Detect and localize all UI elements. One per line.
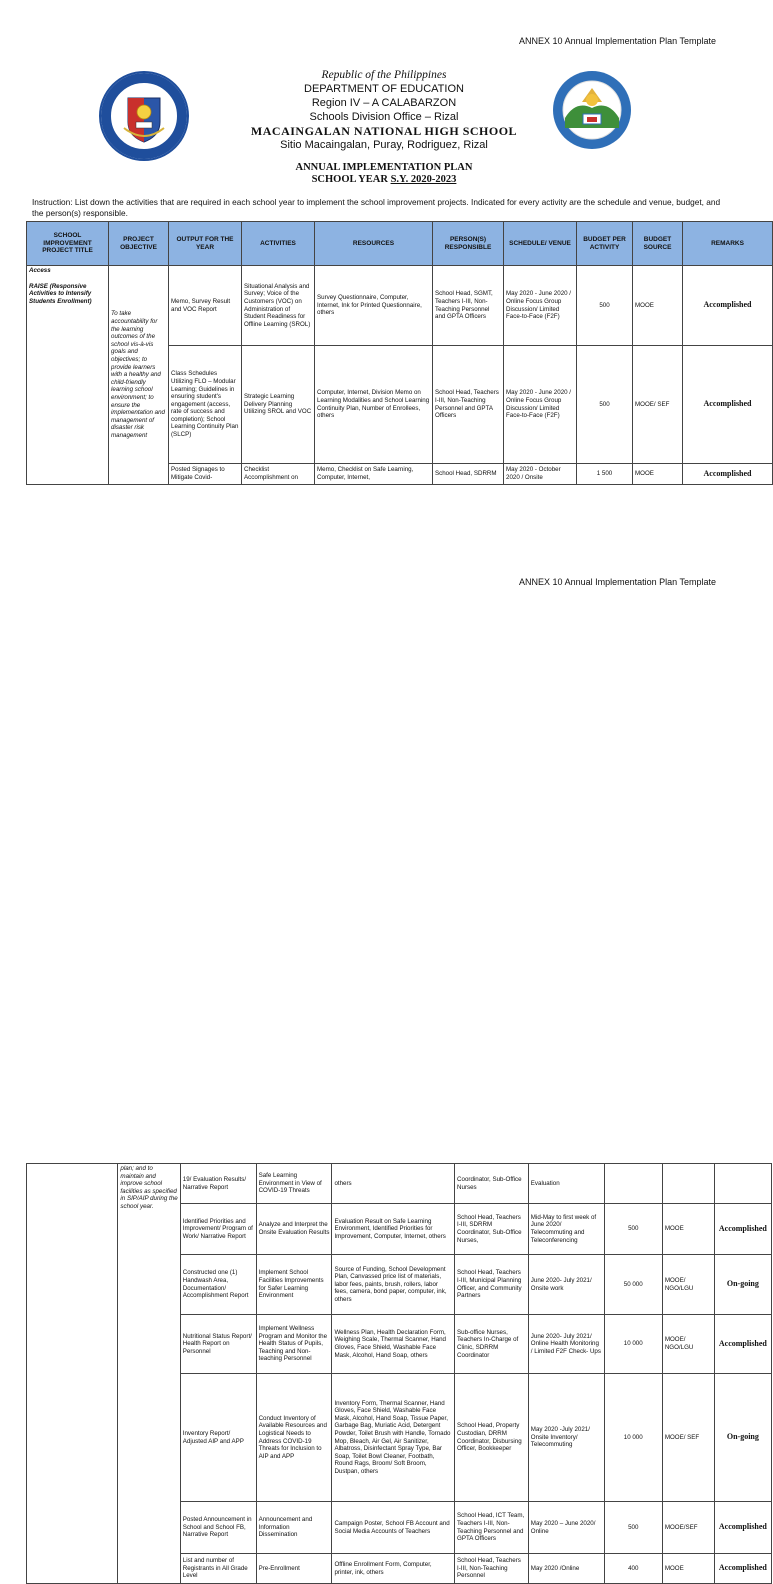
- output-cell: Constructed one (1) Handwash Area, Documentation/ Accomplishment Report: [180, 1255, 256, 1315]
- remarks-cell: [714, 1164, 771, 1204]
- plan-title: [0, 162, 768, 186]
- resources-cell: Survey Questionnaire, Computer, Internet, Ink for Printed Questionnaire, others: [315, 266, 433, 346]
- republic-line: Republic of the Philippines: [321, 69, 447, 81]
- table-header-row: [27, 222, 773, 266]
- activity-cell: Pre-Enrollment: [256, 1554, 332, 1584]
- document-page-1: [0, 0, 768, 500]
- school-name: MACAINGALAN NATIONAL HIGH SCHOOL: [250, 124, 518, 138]
- header-cell: SCHEDULE/ VENUE: [504, 222, 577, 266]
- persons-cell: School Head, Teachers I-III, Non-Teaching Personnel and GPTA Officers: [433, 346, 504, 464]
- schedule-cell: May 2020 - October 2020 / Onsite: [504, 464, 577, 485]
- output-cell: Class Schedules Utilizing FLO – Modular Learning; Guidelines in ensuring student's engagement (access, rate of success and completion); School Learning Continuity Plan (SLCP): [169, 346, 242, 464]
- division-line: Schools Division Office – Rizal: [309, 111, 459, 123]
- source-cell: MOOE/ NGO/LGU: [662, 1255, 714, 1315]
- header-cell: SCHOOL IMPROVEMENT PROJECT TITLE: [27, 222, 109, 266]
- document-page-2: [0, 562, 768, 1580]
- access-label: Access: [29, 267, 51, 274]
- resources-cell: Computer, Internet, Division Memo on Learning Modalities and School Learning Continuity Plan, Number of Enrollees, others: [315, 346, 433, 464]
- resources-cell: others: [332, 1164, 455, 1204]
- budget-cell: 500: [604, 1502, 662, 1554]
- plan-title-line: ANNUAL IMPLEMENTATION PLAN: [295, 162, 473, 173]
- schedule-cell: May 2020 – June 2020/ Online: [528, 1502, 604, 1554]
- activity-cell: Situational Analysis and Survey; Voice of the Customers (VOC) on Administration of Student Readiness for Offline Learning (SROL): [242, 266, 315, 346]
- annex-label: ANNEX 10 Annual Implementation Plan Template: [519, 577, 716, 587]
- header-cell: RESOURCES: [315, 222, 433, 266]
- source-cell: MOOE/ SEF: [662, 1374, 714, 1502]
- persons-cell: Coordinator, Sub-Office Nurses: [455, 1164, 529, 1204]
- budget-cell: 50 000: [604, 1255, 662, 1315]
- schedule-cell: May 2020 - June 2020 / Online Focus Group Discussion/ Limited Face-to-Face (F2F): [504, 266, 577, 346]
- persons-cell: School Head, Property Custodian, DRRM Coordinator, Disbursing Officer, Bookkeeper: [455, 1374, 529, 1502]
- schedule-cell: Mid-May to first week of June 2020/ Telecommuting and Teleconferencing: [528, 1204, 604, 1255]
- output-cell: Posted Announcement in School and School FB, Narrative Report: [180, 1502, 256, 1554]
- persons-cell: School Head, Teachers I-III, Municipal Planning Officer, and Community Partners: [455, 1255, 529, 1315]
- resources-cell: Campaign Poster, School FB Account and Social Media Accounts of Teachers: [332, 1502, 455, 1554]
- resources-cell: Offline Enrollment Form, Computer, printer, ink, others: [332, 1554, 455, 1584]
- output-cell: Identified Priorities and Improvement/ Program of Work/ Narrative Report: [180, 1204, 256, 1255]
- remarks-cell: Accomplished: [714, 1315, 771, 1374]
- resources-cell: Inventory Form, Thermal Scanner, Hand Gloves, Face Shield, Washable Face Mask, Alcohol, Hand Soap, Tissue Paper, Garbage Bag, Muriatic Acid, Detergent Powder, Toilet Brush with Handle, Tornado Mop, Bleach, Air Gel, Air Sanitizer, Albatross, Disinfectant Spray Type, Bar Soap, Toilet Bowl Cleaner, Footbath, Round Rags, Broom/ Soft Broom, Dustpan, others: [332, 1374, 455, 1502]
- source-cell: MOOE/ NGO/LGU: [662, 1315, 714, 1374]
- resources-cell: Wellness Plan, Health Declaration Form, Weighing Scale, Thermal Scanner, Hand Gloves, Face Shield, Washable Face Mask, Alcohol, Hand Soap, others: [332, 1315, 455, 1374]
- activity-cell: Announcement and Information Dissemination: [256, 1502, 332, 1554]
- source-cell: MOOE: [633, 266, 683, 346]
- school-address: Sitio Macaingalan, Puray, Rodriguez, Rizal: [280, 139, 488, 151]
- budget-cell: 500: [577, 346, 633, 464]
- source-cell: MOOE/SEF: [662, 1502, 714, 1554]
- source-cell: MOOE: [633, 464, 683, 485]
- school-year-value: S.Y. 2020-2023: [390, 174, 457, 185]
- header-cell: PROJECT OBJECTIVE: [109, 222, 169, 266]
- schedule-cell: May 2020 /Online: [528, 1554, 604, 1584]
- header-cell: ACTIVITIES: [242, 222, 315, 266]
- remarks-cell: Accomplished: [714, 1204, 771, 1255]
- project-title: RAISE (Responsive Activities to Intensify Students Enrollment): [29, 282, 92, 305]
- persons-cell: School Head, SDRRM: [433, 464, 504, 485]
- remarks-cell: Accomplished: [714, 1502, 771, 1554]
- instruction-text: Instruction: List down the activities that are required in each school year to implement the school improvement projects. Indicated for every activity are the schedule and venue, budget, and the person(s) responsible.: [32, 197, 721, 218]
- budget-cell: 500: [604, 1204, 662, 1255]
- source-cell: [662, 1164, 714, 1204]
- budget-cell: 10 000: [604, 1374, 662, 1502]
- schedule-cell: June 2020- July 2021/ Online Health Monitoring / Limited F2F Check- Ups: [528, 1315, 604, 1374]
- aip-table-page-2: [26, 1163, 772, 1584]
- remarks-cell: Accomplished: [683, 346, 773, 464]
- activity-cell: Implement Wellness Program and Monitor the Health Status of Pupils, Teaching and Non-teaching Personnel: [256, 1315, 332, 1374]
- output-cell: Nutritional Status Report/ Health Report on Personnel: [180, 1315, 256, 1374]
- activity-cell: Strategic Learning Delivery Planning Utilizing SROL and VOC: [242, 346, 315, 464]
- budget-cell: 10 000: [604, 1315, 662, 1374]
- activity-cell: Analyze and Interpret the Onsite Evaluation Results: [256, 1204, 332, 1255]
- persons-cell: School Head, Teachers I-III, Non-Teaching Personnel: [455, 1554, 529, 1584]
- objective-cell: To take accountability for the learning outcomes of the school vis-à-vis goals and objectives; to provide learners with a healthy and child-friendly learning school environment; to ensure the implementation and management of disaster risk management: [109, 266, 169, 485]
- budget-cell: 500: [577, 266, 633, 346]
- project-title-cell: [27, 266, 109, 485]
- output-cell: Inventory Report/ Adjusted AIP and APP: [180, 1374, 256, 1502]
- budget-cell: 400: [604, 1554, 662, 1584]
- resources-cell: Evaluation Result on Safe Learning Environment, Identified Priorities for Improvement, Computer, Internet, others: [332, 1204, 455, 1255]
- schedule-cell: May 2020 - June 2020 / Online Focus Group Discussion/ Limited Face-to-Face (F2F): [504, 346, 577, 464]
- output-cell: Memo, Survey Result and VOC Report: [169, 266, 242, 346]
- output-cell: 19/ Evaluation Results/ Narrative Report: [180, 1164, 256, 1204]
- output-cell: List and number of Registrants in All Grade Level: [180, 1554, 256, 1584]
- activity-cell: Conduct Inventory of Available Resources and Logistical Needs to Address COVID-19 Threats for Inclusion to AIP and APP: [256, 1374, 332, 1502]
- persons-cell: School Head, Teachers I-III, SDRRM Coordinator, Sub-Office Nurses,: [455, 1204, 529, 1255]
- school-year-prefix: SCHOOL YEAR: [311, 174, 388, 185]
- persons-cell: School Head, SGMT, Teachers I-III, Non-Teaching Personnel and GPTA Officers: [433, 266, 504, 346]
- remarks-cell: Accomplished: [683, 266, 773, 346]
- department-line: DEPARTMENT OF EDUCATION: [304, 83, 464, 95]
- schedule-cell: Evaluation: [528, 1164, 604, 1204]
- table-row: [27, 1164, 772, 1204]
- remarks-cell: On-going: [714, 1255, 771, 1315]
- school-year-line: [0, 174, 768, 186]
- table-row: [27, 266, 773, 346]
- activity-cell: Checklist Accomplishment on: [242, 464, 315, 485]
- region-line: Region IV – A CALABARZON: [311, 97, 457, 109]
- header-cell: PERSON(S) RESPONSIBLE: [433, 222, 504, 266]
- annex-label: ANNEX 10 Annual Implementation Plan Template: [519, 36, 716, 46]
- header-cell: BUDGET PER ACTIVITY: [577, 222, 633, 266]
- budget-cell: 1 500: [577, 464, 633, 485]
- source-cell: MOOE/ SEF: [633, 346, 683, 464]
- remarks-cell: On-going: [714, 1374, 771, 1502]
- output-cell: Posted Signages to Mitigate Covid-: [169, 464, 242, 485]
- persons-cell: Sub-office Nurses, Teachers In-Charge of Clinic, SDRRM Coordinator: [455, 1315, 529, 1374]
- header-cell: BUDGET SOURCE: [633, 222, 683, 266]
- resources-cell: Memo, Checklist on Safe Learning, Computer, Internet,: [315, 464, 433, 485]
- schedule-cell: June 2020- July 2021/ Onsite work: [528, 1255, 604, 1315]
- aip-table-page-1: [26, 221, 773, 485]
- activity-cell: Implement School Facilities Improvements for Safer Learning Environment: [256, 1255, 332, 1315]
- letterhead: [0, 68, 768, 152]
- schedule-cell: May 2020 -July 2021/ Onsite Inventory/ Telecommuting: [528, 1374, 604, 1502]
- budget-cell: [604, 1164, 662, 1204]
- remarks-cell: Accomplished: [683, 464, 773, 485]
- persons-cell: School Head, ICT Team, Teachers I-III, Non-Teaching Personnel and GPTA Officers: [455, 1502, 529, 1554]
- source-cell: MOOE: [662, 1554, 714, 1584]
- header-cell: OUTPUT FOR THE YEAR: [169, 222, 242, 266]
- project-title-cell: [27, 1164, 118, 1584]
- resources-cell: Source of Funding, School Development Plan, Canvassed price list of materials, labor fees, paints, brush, rollers, labor fees, camera, bond paper, computer, ink, others: [332, 1255, 455, 1315]
- remarks-cell: Accomplished: [714, 1554, 771, 1584]
- objective-cell: plan; and to maintain and improve school facilities as specified in SIP/AIP during the school year.: [118, 1164, 180, 1584]
- source-cell: MOOE: [662, 1204, 714, 1255]
- header-cell: REMARKS: [683, 222, 773, 266]
- activity-cell: Safe Learning Environment in View of COVID-19 Threats: [256, 1164, 332, 1204]
